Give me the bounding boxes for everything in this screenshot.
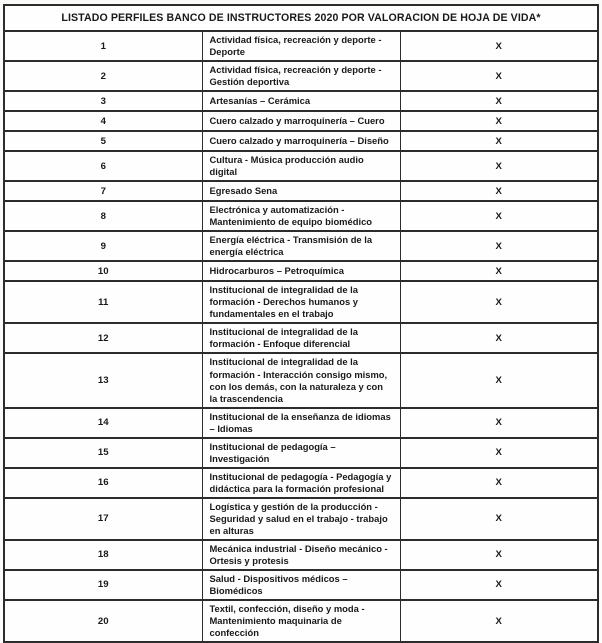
valoracion-mark: X <box>400 61 598 91</box>
table-row <box>4 231 598 261</box>
profile-name: Textil, confección, diseño y moda - Mantenimiento maquinaria de confección <box>202 600 400 642</box>
row-number: 12 <box>4 323 202 353</box>
row-number: 5 <box>4 131 202 151</box>
row-number: 18 <box>4 540 202 570</box>
table-row <box>4 61 598 91</box>
table-row <box>4 408 598 438</box>
profile-name: Artesanías – Cerámica <box>202 91 400 111</box>
valoracion-mark: X <box>400 31 598 61</box>
table-row <box>4 261 598 281</box>
valoracion-mark: X <box>400 438 598 468</box>
profile-name: Institucional de la enseñanza de idiomas – Idiomas <box>202 408 400 438</box>
valoracion-mark: X <box>400 353 598 407</box>
valoracion-mark: X <box>400 468 598 498</box>
valoracion-mark: X <box>400 570 598 600</box>
row-number: 4 <box>4 111 202 131</box>
valoracion-mark: X <box>400 111 598 131</box>
valoracion-mark: X <box>400 281 598 323</box>
profile-name: Salud - Dispositivos médicos – Biomédicos <box>202 570 400 600</box>
row-number: 19 <box>4 570 202 600</box>
row-number: 20 <box>4 600 202 642</box>
table-row <box>4 201 598 231</box>
profile-name: Institucional de integralidad de la formación - Derechos humanos y fundamentales en el trabajo <box>202 281 400 323</box>
valoracion-mark: X <box>400 261 598 281</box>
row-number: 2 <box>4 61 202 91</box>
valoracion-mark: X <box>400 181 598 201</box>
row-number: 13 <box>4 353 202 407</box>
profile-name: Actividad física, recreación y deporte - Deporte <box>202 31 400 61</box>
row-number: 11 <box>4 281 202 323</box>
valoracion-mark: X <box>400 498 598 540</box>
table-row <box>4 181 598 201</box>
row-number: 17 <box>4 498 202 540</box>
valoracion-mark: X <box>400 131 598 151</box>
profile-name: Cuero calzado y marroquinería – Cuero <box>202 111 400 131</box>
table-row <box>4 570 598 600</box>
valoracion-mark: X <box>400 323 598 353</box>
profile-name: Logística y gestión de la producción - Seguridad y salud en el trabajo - trabajo en alturas <box>202 498 400 540</box>
row-number: 7 <box>4 181 202 201</box>
table-row <box>4 540 598 570</box>
profile-name: Institucional de pedagogía – Investigación <box>202 438 400 468</box>
profile-name: Electrónica y automatización - Mantenimiento de equipo biomédico <box>202 201 400 231</box>
table-row <box>4 498 598 540</box>
profile-name: Energía eléctrica - Transmisión de la energía eléctrica <box>202 231 400 261</box>
row-number: 10 <box>4 261 202 281</box>
valoracion-mark: X <box>400 91 598 111</box>
row-number: 9 <box>4 231 202 261</box>
row-number: 3 <box>4 91 202 111</box>
table-row <box>4 151 598 181</box>
profile-name: Mecánica industrial - Diseño mecánico - Ortesis y protesis <box>202 540 400 570</box>
table-row <box>4 91 598 111</box>
row-number: 1 <box>4 31 202 61</box>
table-row <box>4 31 598 61</box>
profile-name: Cuero calzado y marroquinería – Diseño <box>202 131 400 151</box>
table-body <box>4 31 598 642</box>
profile-name: Institucional de integralidad de la formación - Interacción consigo mismo, con los demás, con la naturaleza y con la trascendencia <box>202 353 400 407</box>
valoracion-mark: X <box>400 600 598 642</box>
profile-name: Institucional de pedagogía - Pedagogía y didáctica para la formación profesional <box>202 468 400 498</box>
valoracion-mark: X <box>400 540 598 570</box>
table-row <box>4 131 598 151</box>
table-row <box>4 281 598 323</box>
table-row <box>4 323 598 353</box>
table-row <box>4 600 598 642</box>
table-row <box>4 353 598 407</box>
row-number: 16 <box>4 468 202 498</box>
valoracion-mark: X <box>400 408 598 438</box>
table-title-row <box>4 5 598 31</box>
row-number: 15 <box>4 438 202 468</box>
table-row <box>4 468 598 498</box>
row-number: 14 <box>4 408 202 438</box>
profile-name: Hidrocarburos – Petroquímica <box>202 261 400 281</box>
valoracion-mark: X <box>400 201 598 231</box>
valoracion-mark: X <box>400 151 598 181</box>
profile-name: Cultura - Música producción audio digital <box>202 151 400 181</box>
profile-name: Egresado Sena <box>202 181 400 201</box>
row-number: 6 <box>4 151 202 181</box>
row-number: 8 <box>4 201 202 231</box>
profile-name: Institucional de integralidad de la formación - Enfoque diferencial <box>202 323 400 353</box>
valoracion-mark: X <box>400 231 598 261</box>
table-title: LISTADO PERFILES BANCO DE INSTRUCTORES 2020 POR VALORACION DE HOJA DE VIDA* <box>4 5 598 31</box>
profile-name: Actividad física, recreación y deporte - Gestión deportiva <box>202 61 400 91</box>
table-row <box>4 438 598 468</box>
profiles-table <box>3 4 599 643</box>
table-row <box>4 111 598 131</box>
